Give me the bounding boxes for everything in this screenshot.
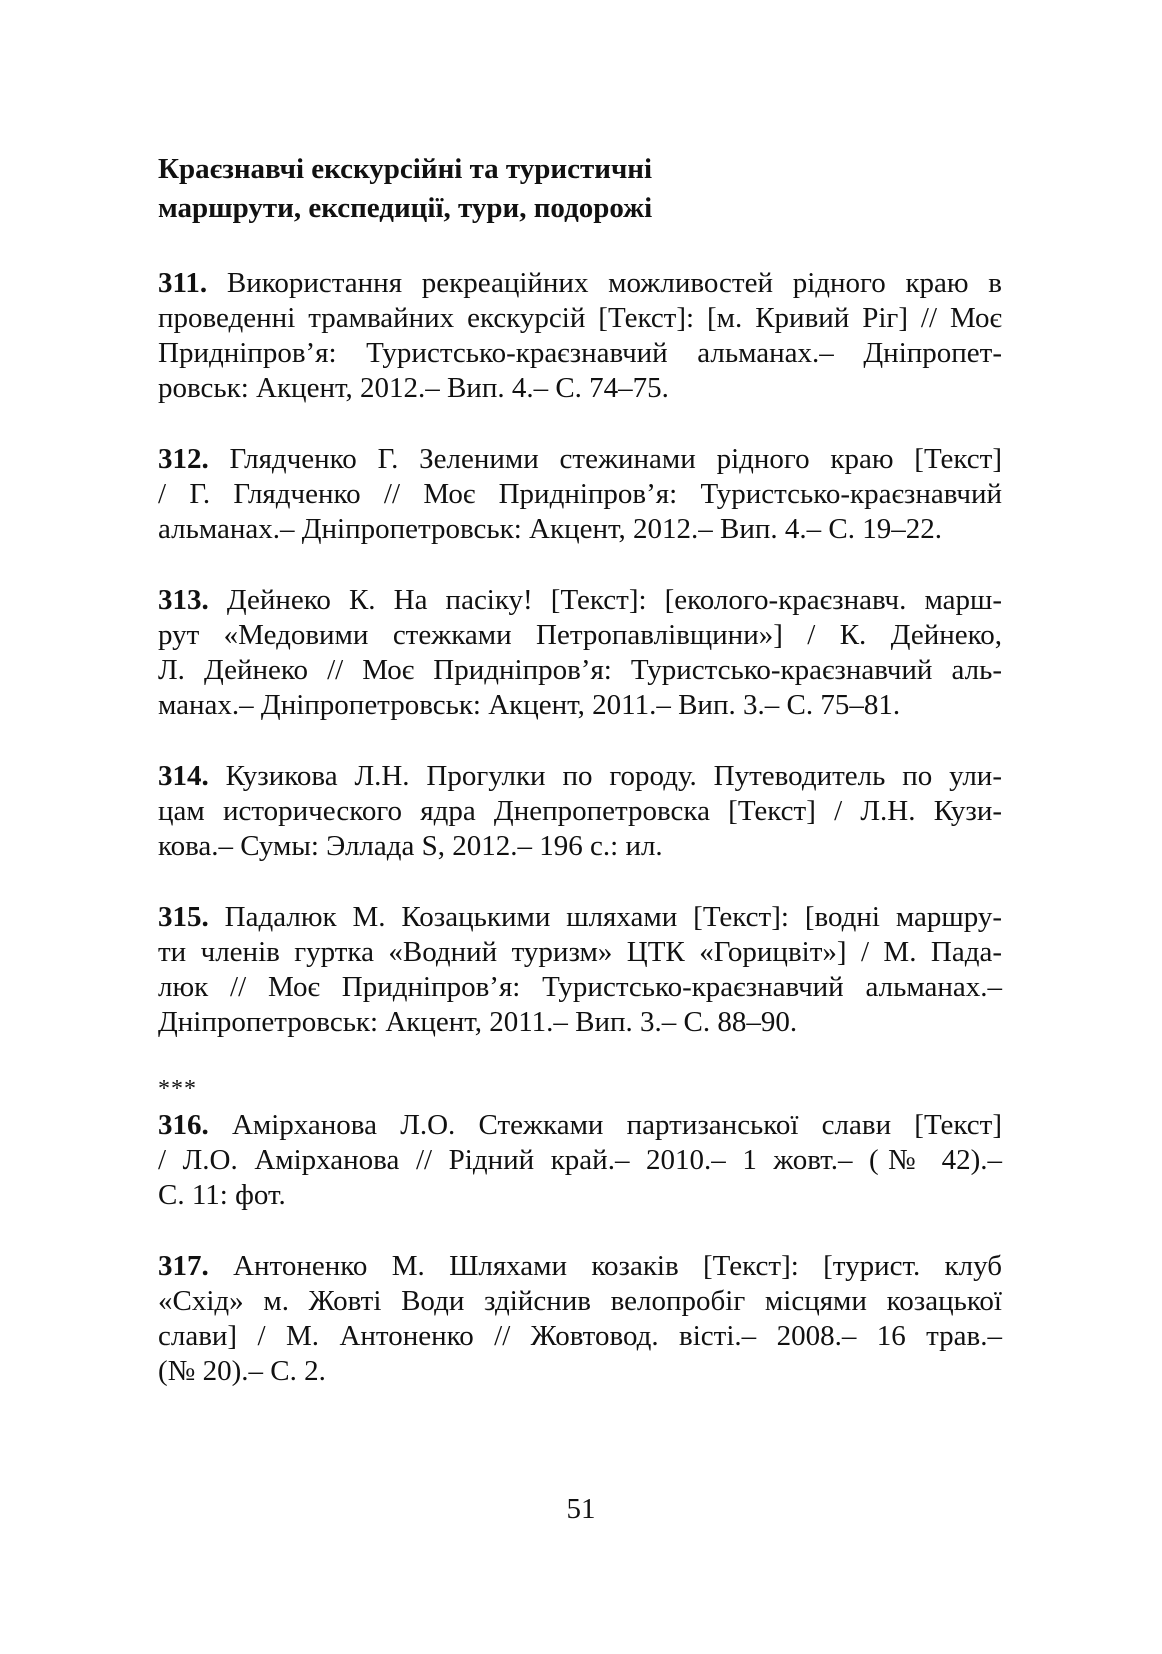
entry-line xyxy=(158,1108,1002,1143)
bibliography-entry-311 xyxy=(158,266,1002,406)
section-separator: *** xyxy=(158,1076,197,1102)
page-content xyxy=(158,150,1002,1425)
entry-line xyxy=(158,442,1002,477)
entry-line: проведенні трамвайних екскурсій [Текст]: [м. Кривий Ріг] // Моє xyxy=(158,302,1002,334)
bibliography-entry-315 xyxy=(158,900,1002,1040)
entry-text: Використання рекреаційних можливостей рідного краю в xyxy=(207,267,1002,299)
section-heading-line-1: Краєзнавчі екскурсійні та туристичні xyxy=(158,153,653,185)
entry-line: «Схід» м. Жовті Води здійснив велопробіг місцями козацької xyxy=(158,1285,1002,1317)
entry-line xyxy=(158,759,1002,794)
entry-line: ти членів гуртка «Водний туризм» ЦТК «Горицвіт»] / М. Пада- xyxy=(158,936,1002,968)
entry-line: Дніпропетровськ: Акцент, 2011.– Вип. 3.– С. 88–90. xyxy=(158,1006,798,1038)
entry-line: С. 11: фот. xyxy=(158,1179,286,1211)
entry-line: рут «Медовими стежками Петропавлівщини»] / К. Дейнеко, xyxy=(158,619,1002,651)
bibliography-entry-314 xyxy=(158,759,1002,864)
bibliography-entry-316 xyxy=(158,1108,1002,1213)
section-heading-line-2: маршрути, експедиції, тури, подорожі xyxy=(158,192,653,224)
entry-number: 314. xyxy=(158,760,209,792)
entry-line xyxy=(158,1249,1002,1284)
page-number: 51 xyxy=(566,1493,596,1525)
entry-line xyxy=(158,266,1002,301)
entry-line xyxy=(158,583,1002,618)
entry-line: / Г. Глядченко // Моє Придніпров’я: Туристсько-краєзнавчий xyxy=(158,478,1002,510)
entry-line: слави] / М. Антоненко // Жовтовод. вісті.– 2008.– 16 трав.– xyxy=(158,1320,1002,1352)
entry-number: 317. xyxy=(158,1250,209,1282)
entry-line: цам исторического ядра Днепропетровска [Текст] / Л.Н. Кузи- xyxy=(158,795,1002,827)
entry-line: Л. Дейнеко // Моє Придніпров’я: Туристсько-краєзнавчий аль- xyxy=(158,654,1002,686)
entry-line: ровськ: Акцент, 2012.– Вип. 4.– С. 74–75. xyxy=(158,372,669,404)
bibliography-entry-317 xyxy=(158,1249,1002,1389)
entry-line: люк // Моє Придніпров’я: Туристсько-краєзнавчий альманах.– xyxy=(158,971,1002,1003)
entry-line xyxy=(158,900,1002,935)
bibliography-entry-312 xyxy=(158,442,1002,547)
entry-line: альманах.– Дніпропетровськ: Акцент, 2012.– Вип. 4.– С. 19–22. xyxy=(158,513,942,545)
entry-line: Придніпров’я: Туристсько-краєзнавчий альманах.– Дніпропет- xyxy=(158,337,1002,369)
entry-text: Глядченко Г. Зеленими стежинами рідного краю [Текст] xyxy=(208,443,1002,475)
entry-line: / Л.О. Амірханова // Рідний край.– 2010.– 1 жовт.– (№ 42).– xyxy=(158,1144,1002,1176)
entry-text: Амірханова Л.О. Стежками партизанської слави [Текст] xyxy=(208,1109,1002,1141)
entry-number: 313. xyxy=(158,584,209,616)
entry-line: (№ 20).– С. 2. xyxy=(158,1355,326,1387)
entry-number: 312. xyxy=(158,443,209,475)
entry-number: 315. xyxy=(158,901,209,933)
entry-number: 316. xyxy=(158,1109,209,1141)
entry-line: манах.– Дніпропетровськ: Акцент, 2011.– Вип. 3.– С. 75–81. xyxy=(158,689,901,721)
bibliography-entry-313 xyxy=(158,583,1002,723)
entry-text: Дейнеко К. На пасіку! [Текст]: [еколого-краєзнавч. марш- xyxy=(208,584,1002,616)
entry-text: Падалюк М. Козацькими шляхами [Текст]: [водні маршру- xyxy=(208,901,1002,933)
entry-line: кова.– Сумы: Эллада S, 2012.– 196 с.: ил. xyxy=(158,830,663,862)
entry-text: Кузикова Л.Н. Прогулки по городу. Путеводитель по ули- xyxy=(208,760,1002,792)
entry-text: Антоненко М. Шляхами козаків [Текст]: [турист. клуб xyxy=(208,1250,1002,1282)
entry-number: 311. xyxy=(158,267,208,299)
section-heading xyxy=(158,150,1002,228)
